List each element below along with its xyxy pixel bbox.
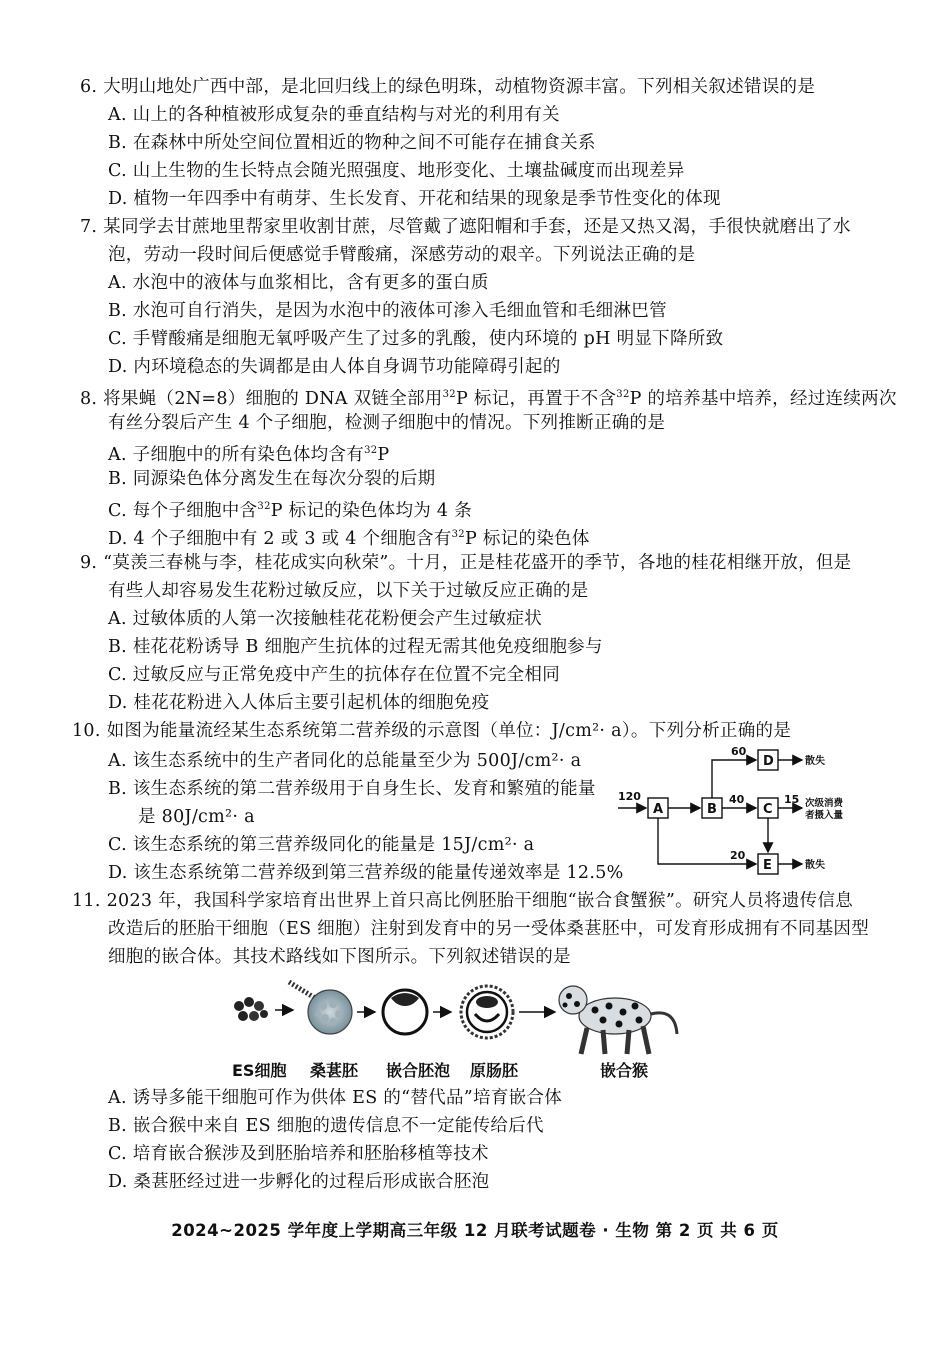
q9-option-d: D. 桂花花粉进入人体后主要引起机体的细胞免疫 xyxy=(108,693,490,713)
node-e-label: E xyxy=(763,858,772,873)
label-gastrula: 原肠胚 xyxy=(470,1061,519,1080)
q8-stem-line2: 有丝分裂后产生 4 个子细胞，检测子细胞中的情况。下列推断正确的是 xyxy=(108,413,666,433)
q8-option-d: D. 4 个子细胞中有 2 或 3 或 4 个细胞含有$^{32}$P 标记的染色体 xyxy=(108,528,590,549)
q11-stem-line1: 11. 2023 年，我国科学家培育出世界上首只高比例胚胎干细胞“嵌合食蟹猴”。研究人员将遗传信息 xyxy=(72,891,854,911)
label-blastocyst: 嵌合胚泡 xyxy=(386,1061,451,1080)
gastrula-image xyxy=(461,986,513,1038)
q7-option-b: B. 水泡可自行消失，是因为水泡中的液体可渗入毛细血管和毛细淋巴管 xyxy=(108,301,667,321)
value-40: 40 xyxy=(729,793,745,806)
q11-stem-line2: 改造后的胚胎干细胞（ES 细胞）注射到发育中的另一受体桑葚胚中，可发育形成拥有不同基因型 xyxy=(108,919,870,939)
q11-option-a: A. 诱导多能干细胞可作为供体 ES 的“替代品”培育嵌合体 xyxy=(108,1088,563,1108)
value-60: 60 xyxy=(731,745,747,758)
energy-flow-diagram xyxy=(610,740,870,880)
es-cells-image xyxy=(234,997,268,1021)
lost-label-2: 散失 xyxy=(805,860,825,871)
value-15: 15 xyxy=(784,793,800,806)
node-c-label: C xyxy=(763,802,773,817)
q11-stem-line3: 细胞的嵌合体。其技术路线如下图所示。下列叙述错误的是 xyxy=(108,947,571,967)
q8-option-b: B. 同源染色体分离发生在每次分裂的后期 xyxy=(108,469,436,489)
q6-stem: 6. 大明山地处广西中部，是北回归线上的绿色明珠，动植物资源丰富。下列相关叙述错误的是 xyxy=(80,77,816,97)
q10-option-d: D. 该生态系统第二营养级到第三营养级的能量传递效率是 12.5% xyxy=(108,863,624,883)
value-120: 120 xyxy=(618,790,641,803)
chimera-technique-illustration xyxy=(225,978,695,1058)
q8-option-a: A. 子细胞中的所有染色体均含有$^{32}$P xyxy=(108,444,390,465)
q8-option-c: C. 每个子细胞中含$^{32}$P 标记的染色体均为 4 条 xyxy=(108,500,473,521)
morula-image xyxy=(289,982,352,1034)
q11-option-b: B. 嵌合猴中来自 ES 细胞的遗传信息不一定能传给后代 xyxy=(108,1116,544,1136)
q7-stem-line1: 7. 某同学去甘蔗地里帮家里收割甘蔗，尽管戴了遮阳帽和手套，还是又热又渴，手很快就磨出了水 xyxy=(80,217,851,237)
q10-option-c: C. 该生态系统的第三营养级同化的能量是 15J/cm²· a xyxy=(108,835,535,855)
q10-option-b-line2: 是 80J/cm²· a xyxy=(138,807,255,827)
q9-option-b: B. 桂花花粉诱导 B 细胞产生抗体的过程无需其他免疫细胞参与 xyxy=(108,637,603,657)
q8-stem-line1: 8. 将果蝇（2N=8）细胞的 DNA 双链全部用$^{32}$P 标记，再置于不含$^{32}$P 的培养基中培养，经过连续两次 xyxy=(80,388,897,409)
q7-stem-line2: 泡，劳动一段时间后便感觉手臂酸痛，深感劳动的艰辛。下列说法正确的是 xyxy=(108,245,696,265)
q6-option-a: A. 山上的各种植被形成复杂的垂直结构与对光的利用有关 xyxy=(108,105,560,125)
blastocyst-image xyxy=(383,990,427,1034)
lost-label-1: 散失 xyxy=(805,756,825,767)
value-20: 20 xyxy=(730,849,746,862)
q11-option-c: C. 培育嵌合猴涉及到胚胎培养和胚胎移植等技术 xyxy=(108,1144,489,1164)
q10-option-b-line1: B. 该生态系统的第二营养级用于自身生长、发育和繁殖的能量 xyxy=(108,779,596,799)
q6-option-d: D. 植物一年四季中有萌芽、生长发育、开花和结果的现象是季节性变化的体现 xyxy=(108,189,721,209)
q9-option-a: A. 过敏体质的人第一次接触桂花花粉便会产生过敏症状 xyxy=(108,609,543,629)
node-a-label: A xyxy=(653,802,664,817)
label-chimeric-monkey: 嵌合猴 xyxy=(600,1061,649,1080)
q7-option-c: C. 手臂酸痛是细胞无氧呼吸产生了过多的乳酸，使内环境的 pH 明显下降所致 xyxy=(108,329,724,349)
node-b-label: B xyxy=(707,802,717,817)
q11-option-d: D. 桑葚胚经过进一步孵化的过程后形成嵌合胚泡 xyxy=(108,1172,490,1192)
next-consumer-label-1: 次级消费 xyxy=(805,798,844,809)
q6-option-b: B. 在森林中所处空间位置相近的物种之间不可能存在捕食关系 xyxy=(108,133,596,153)
node-d-label: D xyxy=(763,754,774,769)
q10-stem: 10. 如图为能量流经某生态系统第二营养级的示意图（单位：J/cm²· a）。下列分析正确的是 xyxy=(72,721,792,741)
next-consumer-label-2: 者摄入量 xyxy=(805,810,844,821)
label-es-cells: ES细胞 xyxy=(232,1061,287,1080)
q6-option-c: C. 山上生物的生长特点会随光照强度、地形变化、土壤盐碱度而出现差异 xyxy=(108,161,685,181)
q7-option-a: A. 水泡中的液体与血浆相比，含有更多的蛋白质 xyxy=(108,273,489,293)
label-morula: 桑葚胚 xyxy=(310,1061,359,1080)
q9-option-c: C. 过敏反应与正常免疫中产生的抗体存在位置不完全相同 xyxy=(108,665,560,685)
q9-stem-line2: 有些人却容易发生花粉过敏反应，以下关于过敏反应正确的是 xyxy=(108,581,589,601)
q9-stem-line1: 9. “莫羡三春桃与李，桂花成实向秋荣”。十月，正是桂花盛开的季节，各地的桂花相继开放，但是 xyxy=(80,553,852,573)
chimeric-monkey-image xyxy=(559,986,677,1054)
q10-option-a: A. 该生态系统中的生产者同化的总能量至少为 500J/cm²· a xyxy=(108,751,582,771)
page-footer: 2024~2025 学年度上学期高三年级 12 月联考试题卷 · 生物 第 2 页 共 6 页 xyxy=(171,1221,779,1240)
q7-option-d: D. 内环境稳态的失调都是由人体自身调节功能障碍引起的 xyxy=(108,357,561,377)
